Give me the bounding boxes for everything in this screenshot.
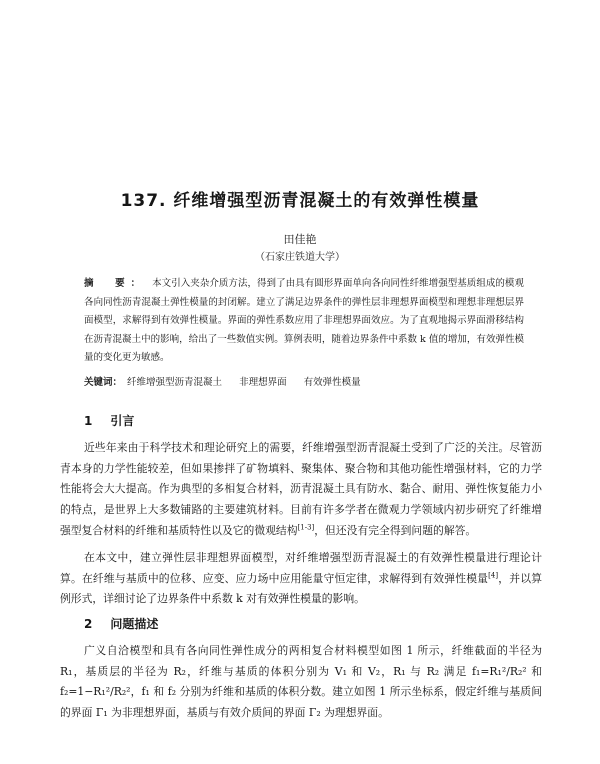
author-affiliation: （石家庄铁道大学） [255,252,345,263]
section-title: 问题描述 [110,617,159,631]
paragraph-text: 广义自洽模型和具有各向同性弹性成分的两相复合材料模型如图 1 所示，纤维截面的半径为 R₁，基质层的半径为 R₂，纤维与基质的体积分别为 V₁ 和 V₂，R₁ 与 R₂ 满足 f₁=R₁²/R₂² 和 f₂=1−R₁²/R₂²，f₁ 和 f₂ 分别为纤维和基质的体积分数。建立如图 1 所示坐标系，假定纤维与基质间的界面 Γ₁ 为非理想界面，基质与有效介质间的界面 Γ₂ 为理想界面。 [60,644,542,720]
paper-title: 137. 纤维增强型沥青混凝土的有效弹性模量 [120,191,480,211]
keywords-label: 关键词： [84,377,123,388]
paragraph-text: ，但还没有完全得到问题的解答。 [314,523,477,537]
section-number: 2 [84,617,93,631]
section-heading-intro [84,412,134,429]
citation: [4] [488,571,499,580]
keyword-item: 有效弹性模量 [303,377,361,388]
section-heading-problem [84,615,158,632]
intro-paragraph-2 [60,548,542,610]
paragraph-text: ，并以算例形式，详细讨论了边界条件中系数 k 对有效弹性模量的影响。 [60,571,543,606]
section-title: 引言 [110,414,135,428]
keyword-item: 纤维增强型沥青混凝土 [127,377,223,388]
problem-paragraph-1 [60,641,542,724]
keyword-item: 非理想界面 [239,377,287,388]
intro-paragraph-1 [60,438,542,542]
section-number: 1 [84,414,93,428]
keywords [84,375,524,391]
citation: [1-3] [297,523,315,532]
abstract-text: 本文引入夹杂介质方法，得到了由具有圆形界面单向各向同性纤维增强型基质组成的模观各向同性沥青混凝土弹性模量的封闭解。建立了满足边界条件的弹性层非理想界面模型和理想非理想层界面模型，求解得到有效弹性模量。界面的弹性系数应用了非理想界面效应。为了直观地揭示界面滑移结构在沥青混凝土中的影响，给出了一些数值实例。算例表明，随着边界条件中系数 k 值的增加，有效弹性模量的变化更为敏感。 [84,278,524,363]
author-name: 田佳艳 [283,233,317,246]
abstract [84,275,524,368]
abstract-label: 摘 要： [84,278,147,289]
paragraph-text: 近些年来由于科学技术和理论研究上的需要，纤维增强型沥青混凝土受到了广泛的关注。尽管沥青本身的力学性能较差，但如果掺拌了矿物填料、聚集体、聚合物和其他功能性增强材料，它的力学性能将会大大提高。作为典型的多相复合材料，沥青混凝土具有防水、黏合、耐用、弹性恢复能力小的特点，是世界上大多数铺路的主要建筑材料。目前有许多学者在微观力学领域内初步研究了纤维增强型复合材料的纤维和基质特性以及它的微观结构 [60,441,542,537]
paragraph-text: 在本文中，建立弹性层非理想界面模型，对纤维增强型沥青混凝土的有效弹性模量进行理论计算。在纤维与基质中的位移、应变、应力场中应用能量守恒定律，求解得到有效弹性模量 [60,551,542,585]
